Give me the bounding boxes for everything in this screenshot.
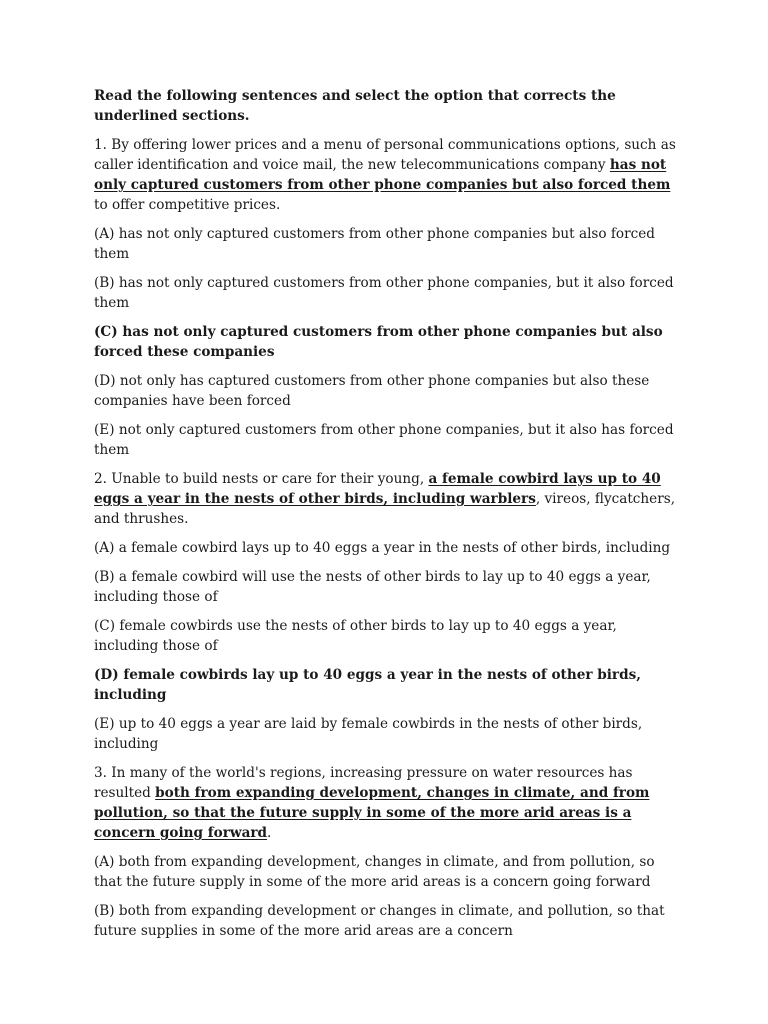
question-2-text-before: 2. Unable to build nests or care for their young,: [94, 471, 429, 487]
question-3-stem: [94, 763, 678, 843]
question-1-text-after: to offer competitive prices.: [94, 197, 281, 213]
question-1-text-before: 1. By offering lower prices and a menu of personal communications options, such as caller identification and voice mail, the new telecommunications company: [94, 137, 676, 173]
question-1-option-c: (C) has not only captured customers from other phone companies but also forced these companies: [94, 324, 663, 360]
question-3-text-after: .: [267, 825, 272, 841]
question-3-text-before: 3. In many of the world's regions, increasing pressure on water resources has resulted: [94, 765, 633, 801]
question-2-option-d: (D) female cowbirds lay up to 40 eggs a year in the nests of other birds, including: [94, 667, 641, 703]
question-1-option-a: (A) has not only captured customers from other phone companies but also forced them: [94, 226, 655, 262]
question-2-option-e: (E) up to 40 eggs a year are laid by female cowbirds in the nests of other birds, including: [94, 716, 643, 752]
question-2-underlined: a female cowbird lays up to 40 eggs a year in the nests of other birds, including warblers: [94, 471, 661, 507]
question-2-stem: [94, 469, 678, 529]
document-content: [94, 86, 678, 950]
question-1-option-d: (D) not only has captured customers from other phone companies but also these companies have been forced: [94, 373, 650, 409]
question-1-option-e: (E) not only captured customers from other phone companies, but it also has forced them: [94, 422, 674, 458]
question-2-option-c: (C) female cowbirds use the nests of other birds to lay up to 40 eggs a year, including those of: [94, 618, 617, 654]
question-3-option-b: (B) both from expanding development or changes in climate, and pollution, so that future supplies in some of the more arid areas are a concern: [94, 903, 665, 939]
question-3-underlined: both from expanding development, changes in climate, and from pollution, so that the future supply in some of the more arid areas is a concern going forward: [94, 785, 650, 841]
question-1-underlined: has not only captured customers from other phone companies but also forced them: [94, 157, 671, 193]
question-2-text-after: , vireos, flycatchers, and thrushes.: [94, 491, 676, 527]
question-2-option-b: (B) a female cowbird will use the nests of other birds to lay up to 40 eggs a year, including those of: [94, 569, 651, 605]
question-1-stem: [94, 135, 678, 215]
question-1-option-b: (B) has not only captured customers from other phone companies, but it also forced them: [94, 275, 674, 311]
question-3-option-a: (A) both from expanding development, changes in climate, and from pollution, so that the future supply in some of the more arid areas is a concern going forward: [94, 854, 655, 890]
question-2-option-a: (A) a female cowbird lays up to 40 eggs a year in the nests of other birds, including: [94, 540, 671, 556]
instructions: Read the following sentences and select the option that corrects the underlined sections.: [94, 88, 616, 124]
